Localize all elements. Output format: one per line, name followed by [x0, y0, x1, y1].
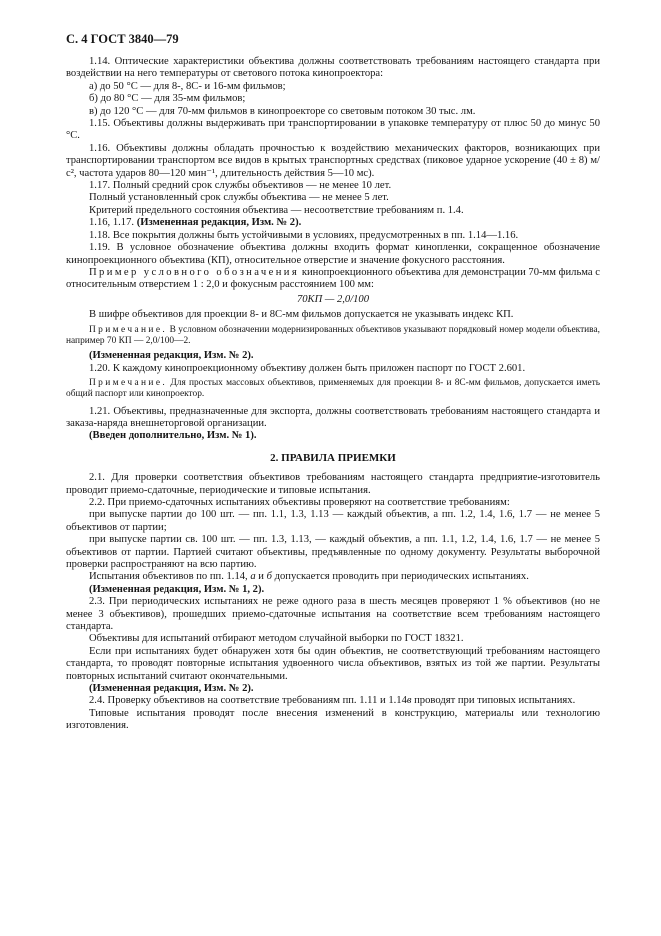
clause-2-3-sampling: Объективы для испытаний отбирают методом случайной выборки по ГОСТ 18321. [89, 633, 464, 645]
clause-2-2-periodic [66, 571, 600, 583]
clause-1-20: 1.20. К каждому кинопроекционному объективу должен быть приложен паспорт по ГОСТ 2.601. [89, 362, 526, 374]
example-label: Пример условного обозначения [89, 266, 300, 278]
clause-1-17-criterion: Критерий предельного состояния объектива — несоответствие требованиям п. 1.4. [89, 204, 464, 216]
note-1-text: В условном обозначении модернизированных объективов указывают порядковый номер модели объектива, например 70 КП — 2,0/100—2. [66, 324, 600, 346]
clause-1-14-item-c: в) до 120 °С — для 70-мм фильмов в кинопроекторе со световым потоком 30 тыс. лм. [89, 105, 476, 117]
periodic-text-post: допускается проводить при периодических испытаниях. [271, 571, 529, 583]
clause-1-18: 1.18. Все покрытия должны быть устойчивыми в условиях, предусмотренных в пп. 1.14—1.16. [89, 229, 519, 241]
clause-2-4-post: проводят при типовых испытаниях. [411, 695, 576, 707]
periodic-text-mid: и [255, 571, 267, 583]
clause-2-2: 2.2. При приемо-сдаточных испытаниях объективы проверяют на соответствие требованиям: [89, 496, 510, 508]
note-1 [66, 325, 600, 348]
clause-1-14: 1.14. Оптические характеристики объектива должны соответствовать требованиям настоящего стандарта при воздействии на него температуры от светового потока кинопроектора: [66, 56, 600, 80]
clause-1-16: 1.16. Объективы должны обладать прочностью к воздействию механических факторов, возникающих при транспортировании транспортом все видов в крытых транспортных средствах (пиковое ударное ускорение (40 ± 8) м/с², частота ударов 80—120 мин⁻¹, длительность действия 5—10 мс). [66, 142, 600, 179]
clause-2-4-type-tests: Типовые испытания проводят после внесения изменений в конструкцию, материалы или технологию изготовления. [66, 707, 600, 732]
clause-1-17: 1.17. Полный средний срок службы объективов — не менее 10 лет. [89, 180, 392, 192]
clause-1-17-service-life: Полный установленный срок службы объектива — не менее 5 лет. [89, 192, 389, 204]
document-page [66, 32, 600, 733]
periodic-item-a: а [250, 571, 256, 583]
clause-2-3: 2.3. При периодических испытаниях не реже одного раза в шесть месяцев проверяют 1 % объективов (но не менее 3 объективов), прошедших приемо-сдаточные испытания на соответствие всем требованиям настоящего стандарта. [66, 596, 600, 633]
designation-formula: 70КП — 2,0/100 [296, 293, 370, 305]
clause-1-14-item-a: а) до 50 °С — для 8-, 8С- и 16-мм фильмов; [89, 80, 286, 92]
cipher-note: В шифре объективов для проекции 8- и 8С-мм фильмов допускается не указывать индекс КП. [89, 309, 514, 321]
clause-1-21-revision: (Введен дополнительно, Изм. № 1). [89, 430, 257, 442]
note-2-label: Примечание. [89, 377, 168, 388]
clause-2-4 [66, 695, 600, 707]
example-text: кинопроекционного объектива для демонстрации 70-мм фильма с относительным отверстием 1 : 2,0 и фокусным расстоянием 100 мм: [66, 266, 600, 291]
clause-1-15: 1.15. Объективы должны выдерживать при транспортировании в упаковке температуру от плюс 50 до минус 50 °С. [66, 118, 600, 142]
section-2-title: 2. ПРАВИЛА ПРИЕМКИ [270, 451, 396, 464]
clause-2-2-batch-small: при выпуске партии до 100 шт. — пп. 1.1, 1.3, 1.13 — каждый объектив, а пп. 1.2, 1.4, 1.6, 1.7 — не менее 5 объективов от партии; [66, 509, 600, 533]
revision-clause-numbers: 1.16, 1.17. [89, 217, 135, 229]
revision-note: (Измененная редакция, Изм. № 2). [136, 217, 302, 229]
clause-2-2-revision: (Измененная редакция, Изм. № 1, 2). [89, 583, 265, 595]
note-1-label: Примечание. [89, 324, 168, 335]
note-2 [66, 378, 600, 401]
revision-after-note-1: (Измененная редакция, Изм. № 2). [89, 350, 254, 362]
clause-2-3-revision: (Измененная редакция, Изм. № 2). [89, 683, 254, 695]
note-2-text: Для простых массовых объективов, применяемых для проекции 8- и 8С-мм фильмов, допускается иметь общий паспорт или кинопроектор. [66, 377, 600, 400]
designation-example [66, 267, 600, 292]
clause-2-3-retest: Если при испытаниях будет обнаружен хотя бы один объектив, не соответствующий требованиям настоящего стандарта, то проводят повторные испытания удвоенного числа объективов, взятых из той же партии. Результаты повторных испытаний считают окончательными. [66, 645, 600, 682]
clause-1-16-1-17-revision [66, 217, 600, 229]
clause-1-21: 1.21. Объективы, предназначенные для экспорта, должны соответствовать требованиям настоящего стандарта и заказа-наряда внешнеторговой организации. [66, 405, 600, 429]
periodic-item-b: б [266, 571, 272, 583]
clause-2-1: 2.1. Для проверки соответствия объективов требованиям настоящего стандарта предприятие-изготовитель проводит приемо-сдаточные, периодические и типовые испытания. [66, 472, 600, 496]
clause-2-4-pre: 2.4. Проверку объективов на соответствие требованиям пп. 1.11 и 1.14 [89, 695, 407, 707]
clause-2-2-batch-large: при выпуске партии св. 100 шт. — пп. 1.3, 1.13, — каждый объектив, а пп. 1.1, 1.2, 1.4, 1.6, 1.7 — не менее 5 объективов от партии. Партией считают объективы, предъявленные по одному документу. Результаты выборочной проверки распространяют на всю партию. [66, 534, 600, 570]
clause-1-14-item-b: б) до 80 °С — для 35-мм фильмов; [89, 93, 246, 105]
page-header: С. 4 ГОСТ 3840—79 [66, 32, 179, 46]
periodic-text-pre: Испытания объективов по пп. 1.14, [89, 571, 251, 583]
clause-2-4-item: в [406, 695, 412, 707]
clause-1-19: 1.19. В условное обозначение объектива должны входить формат кинопленки, сокращенное обозначение кинопроекционного объектива (КП), относительное отверстие и значение фокусного расстояния. [66, 242, 600, 266]
